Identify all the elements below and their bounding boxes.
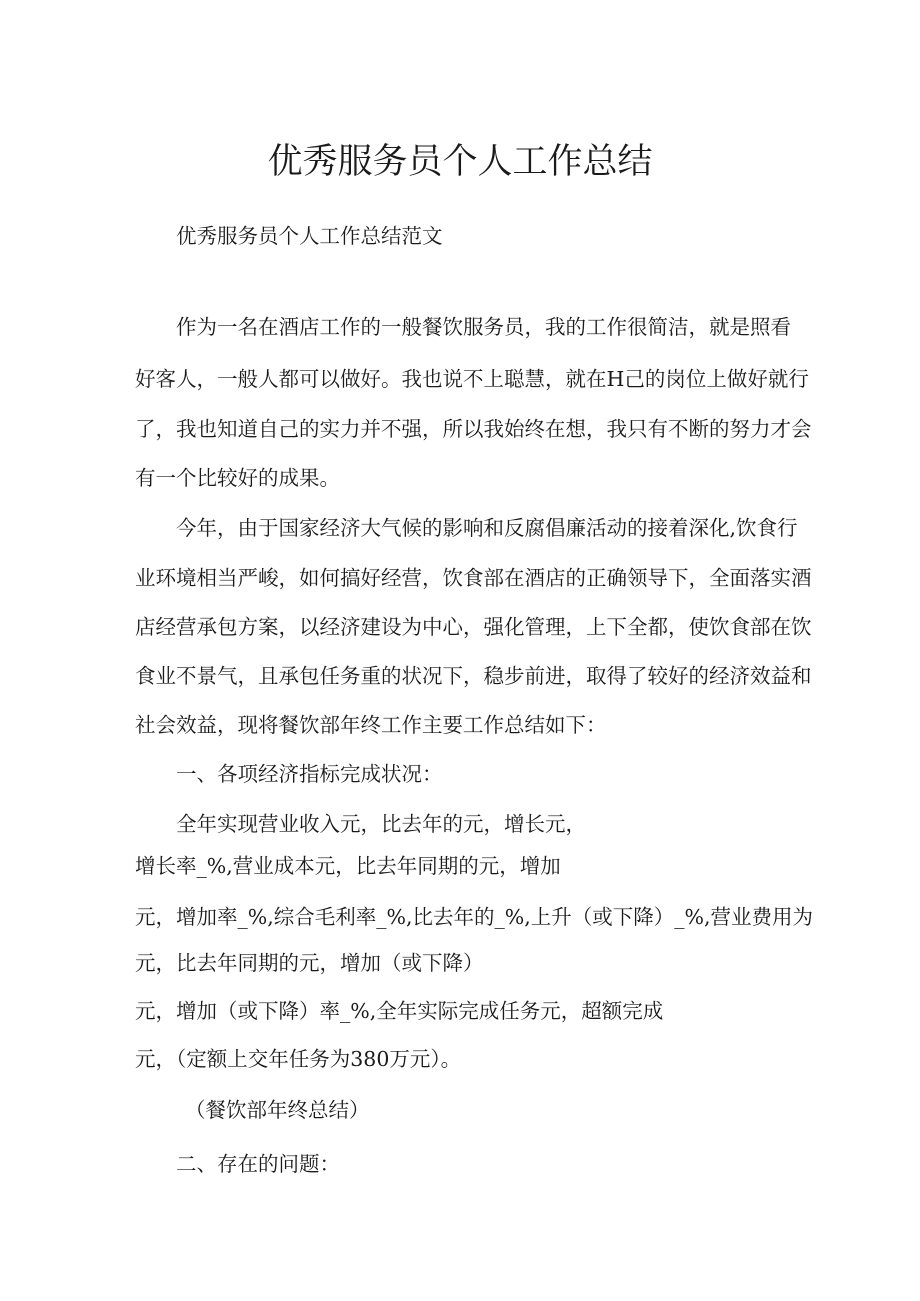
paragraph-1-line-4: 有一个比较好的成果。 (135, 466, 340, 490)
paragraph-1-line-1: 作为一名在酒店工作的一般餐饮服务员，我的工作很简洁，就是照看 (176, 315, 791, 339)
document-title: 优秀服务员个人工作总结 (267, 142, 653, 182)
paragraph-2-line-2: 业环境相当严峻，如何搞好经营，饮食部在酒店的正确领导下，全面落实酒 (135, 566, 812, 590)
paragraph-3-line-4: 元，比去年同期的元，增加（或下降） (135, 951, 484, 975)
paragraph-3-line-2: 增长率_%,营业成本元，比去年同期的元，增加 (135, 854, 561, 878)
paragraph-2-line-3: 店经营承包方案，以经济建设为中心，强化管理，上下全都，使饮食部在饮 (135, 615, 812, 639)
section-heading-1: 一、各项经济指标完成状况： (176, 762, 443, 786)
paragraph-3-line-3: 元，增加率_%,综合毛利率_%,比去年的_%,上升（或下降）_%,营业费用为 (135, 905, 813, 929)
paragraph-1-line-2: 好客人，一般人都可以做好。我也说不上聪慧，就在H己的岗位上做好就行 (135, 367, 809, 391)
paragraph-3-line-1: 全年实现营业收入元，比去年的元，增长元， (176, 812, 586, 836)
paragraph-2-line-4: 食业不景气，且承包任务重的状况下，稳步前进，取得了较好的经济效益和 (135, 664, 812, 688)
paragraph-3-line-5: 元，增加（或下降）率_%,全年实际完成任务元，超额完成 (135, 999, 664, 1023)
paragraph-2-line-5: 社会效益，现将餐饮部年终工作主要工作总结如下： (135, 713, 607, 737)
section-heading-2: 二、存在的问题： (176, 1152, 340, 1176)
document-subtitle: 优秀服务员个人工作总结范文 (176, 224, 443, 248)
paragraph-2-line-1: 今年，由于国家经济大气候的影响和反腐倡廉活动的接着深化,饮食行 (176, 516, 798, 540)
note-text: （餐饮部年终总结） (185, 1098, 370, 1122)
paragraph-1-line-3: 了，我也知道自己的实力并不强，所以我始终在想，我只有不断的努力才会 (135, 417, 812, 441)
paragraph-3-line-6: 元，（定额上交年任务为380万元）。 (135, 1047, 462, 1071)
